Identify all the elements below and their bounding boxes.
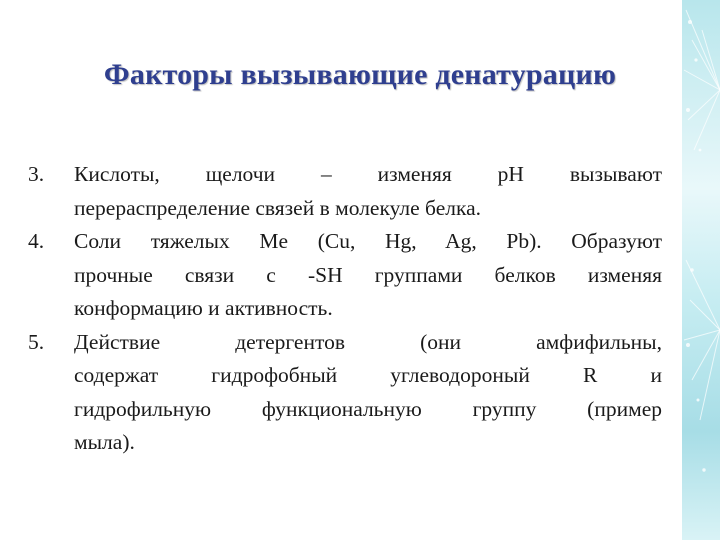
text-line: конформацию и активность. [74,296,333,320]
list-item-number: 3. [28,162,45,186]
list-item-text [74,326,662,460]
text-line: прочные связи с -SH группами белков изменяя [74,262,662,287]
text-line: содержат гидрофобный углеводороный R и [74,363,662,387]
list-item-text [74,225,662,326]
text-line: гидрофильную функциональную группу (пример [74,396,662,421]
text-line: Действие детергентов (они амфифильны, [74,329,662,354]
list-item-number: 5. [28,329,45,354]
list-item-4 [28,225,662,326]
text-line: Соли тяжелых Me (Cu, Hg, Ag, Pb). Образуют [74,229,662,253]
text-line: мыла). [74,430,135,454]
list-item-number: 4. [28,229,45,253]
text-line: Кислоты, щелочи – изменяя pH вызывают [74,162,662,186]
list-item-3 [28,158,662,225]
list-item-5 [28,326,662,460]
text-line: перераспределение связей в молекуле белка. [74,195,482,220]
slide-title: Факторы вызывающие денатурацию [103,58,617,91]
slide-body [28,158,662,460]
list-item-text [74,158,662,225]
